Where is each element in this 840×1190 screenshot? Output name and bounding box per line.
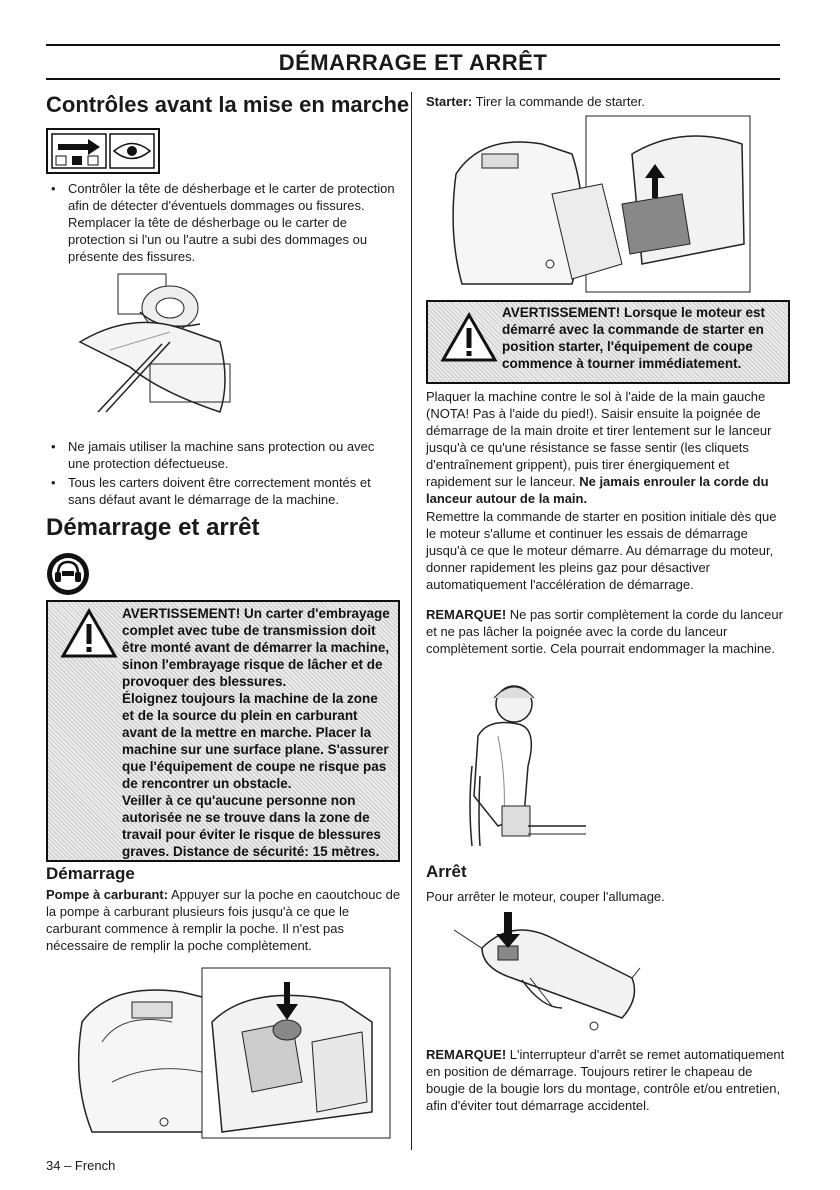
never-wrap-cord-note: Ne jamais enrouler la corde du lanceur autour de la main.	[426, 474, 769, 506]
start-procedure-paragraph: Plaquer la machine contre le sol à l'aide de la main gauche (NOTA! Pas à l'aide du pied!). Saisir ensuite la poignée de démarrage de la main droite et tirer lentement sur le lanceur jusqu'à ce qu'une résistance se fasse sentir (les cliquets d'entraînement grippent), puis tirer énergiquement et rapidement sur le lanceur. Ne jamais enrouler la corde du lanceur autour de la main.	[426, 389, 772, 506]
remarque-paragraph-1: REMARQUE! Ne pas sortir complètement la corde du lanceur et ne pas lâcher la poignée avec la corde du lanceur complètement sortie. Cela pourrait endommager la machine.	[426, 607, 783, 656]
bullet-list-2	[46, 438, 396, 510]
subsection-title-start: Démarrage	[46, 864, 135, 883]
stop-switch-illustration	[452, 908, 642, 1036]
warning-text-2: Éloignez toujours la machine de la zone et de la source du plein en carburant avant de la mettre en marche. Placer la machine sur une surface plane. S'assurer que l'équipement de coupe ne risque pas de rencontrer un obstacle.	[122, 691, 389, 791]
arrow-icon	[58, 139, 100, 155]
page-number: 34 – French	[46, 1158, 116, 1173]
starter-illustration	[452, 114, 752, 294]
list-item: • Tous les carters doivent être correctement montés et sans défaut avant le démarrage de la machine.	[51, 475, 371, 507]
fuel-pump-illustration	[72, 962, 392, 1140]
list-item: • Contrôler la tête de désherbage et le carter de protection afin de détecter d'éventuels dommages ou fissures. Remplacer la tête de désherbage ou le carter de protection si l'un ou l'autre a subi des dommages ou présente des fissures.	[51, 181, 395, 264]
section-title-checks: Contrôles avant la mise en marche	[46, 92, 410, 117]
warning-box-starter	[426, 300, 790, 384]
warning-triangle-icon	[60, 608, 118, 660]
warning-text-1: AVERTISSEMENT! Un carter d'embrayage complet avec tube de transmission doit être monté avant de démarrer la machine, sinon l'embrayage risque de lâcher et de provoquer des blessures.	[122, 606, 390, 689]
stop-paragraph: Pour arrêter le moteur, couper l'allumage.	[426, 889, 665, 904]
page-title: DÉMARRAGE ET ARRÊT	[278, 50, 548, 75]
starter-label: Starter:	[426, 94, 473, 109]
warning-triangle-icon	[440, 312, 498, 364]
goggles-icon	[62, 571, 74, 576]
operator-starting-illustration	[458, 676, 588, 854]
starter-paragraph: Starter: Tirer la commande de starter.	[426, 94, 645, 109]
header-rule-top	[46, 44, 780, 46]
trimmer-head-illustration	[70, 272, 250, 420]
bullet-list-1	[46, 180, 396, 267]
remarque-label: REMARQUE!	[426, 607, 507, 622]
choke-paragraph: Remettre la commande de starter en position initiale dès que le moteur s'allume et continuer les essais de démarrage jusqu'à ce que le moteur démarre. Au démarrage du moteur, donner rapidement les pleins gaz pour désactiver automatiquement l'accélération de démarrage.	[426, 509, 777, 592]
inspection-symbol	[46, 128, 160, 174]
fuel-pump-label: Pompe à carburant:	[46, 887, 169, 902]
fuel-pump-paragraph: Pompe à carburant: Appuyer sur la poche en caoutchouc de la pompe à carburant plusieurs fois jusqu'à ce que le carburant commence à remplir la poche. Il n'est pas nécessaire de remplir la poche complètement.	[46, 887, 401, 953]
protection-symbol	[46, 552, 90, 596]
remarque-paragraph-2: REMARQUE! L'interrupteur d'arrêt se remet automatiquement en position de démarrage. Toujours retirer le chapeau de bougie de la bougie lors du montage, contrôle et/ou entretien, afin d'éviter tout démarrage accidentel.	[426, 1047, 785, 1113]
list-item: • Ne jamais utiliser la machine sans protection ou avec une protection défectueuse.	[51, 439, 375, 471]
header-rule-bottom	[46, 78, 780, 80]
remarque-label: REMARQUE!	[426, 1047, 507, 1062]
subsection-title-stop: Arrêt	[426, 862, 467, 881]
column-divider	[411, 92, 412, 1150]
warning-box-clutch	[46, 600, 400, 862]
warning-text-3: Veiller à ce qu'aucune personne non autorisée ne se trouve dans la zone de travail pour éviter le risque de blessures graves. Distance de sécurité: 15 mètres.	[122, 793, 381, 859]
warning-text-starter: AVERTISSEMENT! Lorsque le moteur est démarré avec la commande de starter en position starter, l'équipement de coupe commence à tourner immédiatement.	[502, 305, 766, 371]
section-title-start-stop: Démarrage et arrêt	[46, 514, 260, 541]
